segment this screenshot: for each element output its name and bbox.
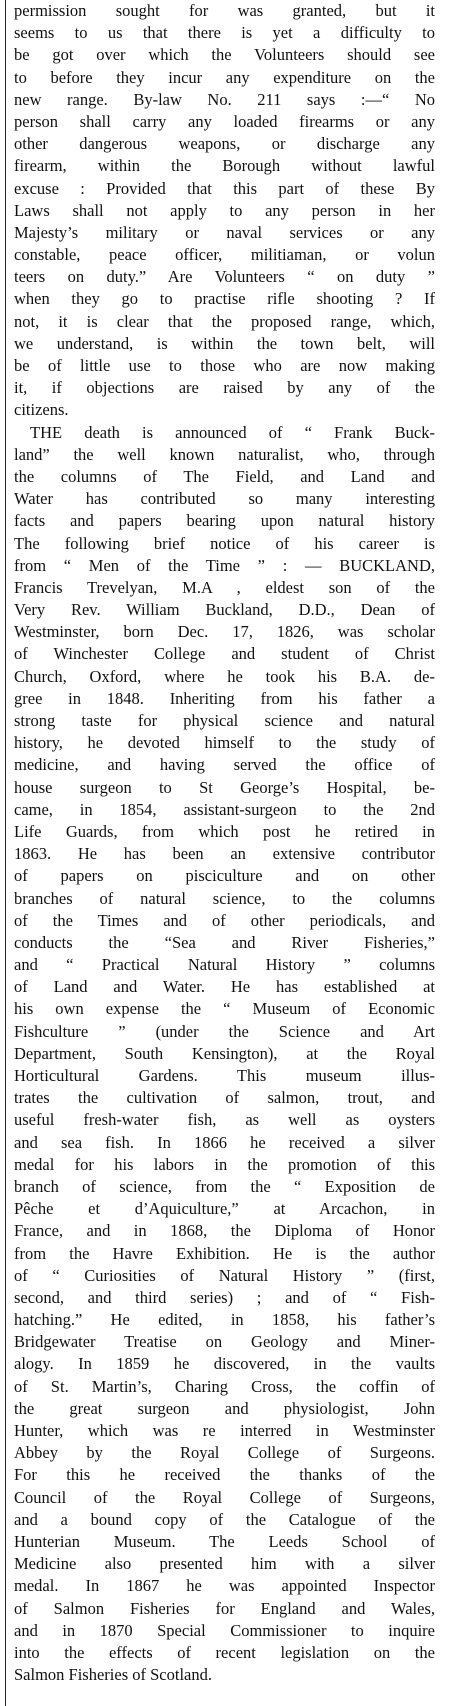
paragraph-volunteers-range	[14, 0, 435, 422]
text-line: Majesty’s military or naval services or any	[14, 222, 435, 242]
text-line: came, in 1854, assistant-surgeon to the 2nd	[14, 799, 435, 819]
text-line: person shall carry any loaded firearms or any	[14, 111, 435, 131]
text-line: Pêche et d’Aquiculture,” at Arcachon, in	[14, 1199, 435, 1219]
text-line: Salmon Fisheries of Scotland.	[14, 1665, 212, 1685]
text-line: we understand, is within the town belt, will	[14, 333, 435, 353]
text-line: house surgeon to St George’s Hospital, be-	[14, 777, 435, 797]
text-line: firearm, within the Borough without lawful	[14, 156, 435, 176]
text-line: teers on duty.” Are Volunteers “ on duty ”	[14, 267, 435, 287]
text-line: be of little use to those who are now making	[14, 356, 435, 375]
newspaper-column	[14, 0, 435, 1706]
text-line: branch of science, from the “ Exposition de	[14, 1176, 435, 1196]
text-line: Water has contributed so many interesting	[14, 489, 435, 509]
text-line: medal for his labors in the promotion of this	[14, 1154, 435, 1174]
text-line: the great surgeon and physiologist, John	[14, 1398, 435, 1418]
text-line: strong taste for physical science and natural	[14, 711, 435, 730]
text-line: Hunterian Museum. The Leeds School of	[14, 1531, 435, 1551]
text-line: medal. In 1867 he was appointed Inspector	[14, 1576, 435, 1596]
text-line: to before they incur any expenditure on the	[14, 67, 435, 87]
text-line: and in 1870 Special Commissioner to inquire	[14, 1620, 435, 1640]
text-line: For this he received the thanks of the	[14, 1465, 435, 1485]
text-line: France, and in 1868, the Diploma of Honor	[14, 1221, 435, 1241]
text-line: seems to us that there is yet a difficulty to	[14, 23, 435, 43]
text-line: permission sought for was granted, but it	[14, 1, 435, 20]
text-line: the columns of The Field, and Land and	[14, 466, 435, 486]
text-line: trates the cultivation of salmon, trout, and	[14, 1088, 435, 1108]
text-line: Very Rev. William Buckland, D.D., Dean of	[14, 600, 435, 620]
text-line: Laws shall not apply to any person in her	[14, 200, 435, 220]
text-line: of St. Martin’s, Charing Cross, the coffin of	[14, 1376, 435, 1396]
text-line: and a bound copy of the Catalogue of the	[14, 1509, 435, 1529]
text-line: it, if objections are raised by any of the	[14, 378, 435, 398]
text-line: Hunter, which was re interred in Westminster	[14, 1421, 435, 1440]
text-line: of Winchester College and student of Christ	[14, 644, 435, 664]
text-line: new range. By-law No. 211 says :—“ No	[14, 89, 435, 109]
text-line: when they go to practise rifle shooting ? If	[14, 289, 435, 309]
text-line: hatching.” He edited, in 1858, his father’s	[14, 1310, 435, 1330]
text-line: branches of natural science, to the columns	[14, 888, 435, 908]
text-line: Abbey by the Royal College of Surgeons.	[14, 1443, 435, 1463]
text-line: alogy. In 1859 he discovered, in the vaults	[14, 1354, 435, 1374]
text-line: Bridgewater Treatise on Geology and Miner-	[14, 1332, 435, 1352]
text-line: second, and third series) ; and of “ Fish-	[14, 1287, 435, 1307]
text-line: useful fresh-water fish, as well as oysters	[14, 1110, 435, 1130]
text-line: Council of the Royal College of Surgeons,	[14, 1487, 435, 1507]
text-line: into the effects of recent legislation on the	[14, 1642, 435, 1662]
text-line: of “ Curiosities of Natural History ” (first,	[14, 1265, 435, 1285]
text-line: Department, South Kensington), at the Royal	[14, 1043, 435, 1063]
text-line: of Land and Water. He has established at	[14, 977, 435, 997]
text-line: excuse : Provided that this part of these By	[14, 178, 435, 198]
text-line: citizens.	[14, 400, 69, 420]
text-line: Medicine also presented him with a silver	[14, 1554, 435, 1574]
text-line: Fishculture ” (under the Science and Art	[14, 1021, 435, 1041]
text-line: and “ Practical Natural History ” columns	[14, 955, 435, 975]
text-line: Church, Oxford, where he took his B.A. de-	[14, 666, 435, 686]
text-line: be got over which the Volunteers should see	[14, 45, 435, 65]
text-line: constable, peace officer, militiaman, or volun	[14, 245, 435, 265]
text-line: medicine, and having served the office of	[14, 755, 435, 775]
text-line: and sea fish. In 1866 he received a silver	[14, 1132, 435, 1152]
text-line: other dangerous weapons, or discharge any	[14, 134, 435, 154]
text-line: Francis Trevelyan, M.A , eldest son of the	[14, 577, 435, 597]
text-line: of Salmon Fisheries for England and Wales,	[14, 1598, 435, 1618]
text-line: 1863. He has been an extensive contributor	[14, 844, 435, 864]
text-line: from “ Men of the Time ” : — BUCKLAND,	[14, 555, 435, 575]
text-line: not, it is clear that the proposed range, which,	[14, 311, 435, 331]
text-line: conducts the “Sea and River Fisheries,”	[14, 932, 435, 952]
paragraph-frank-buckland	[14, 422, 435, 1687]
text-line: from the Havre Exhibition. He is the author	[14, 1243, 435, 1263]
text-line: The following brief notice of his career is	[14, 533, 435, 553]
text-line: facts and papers bearing upon natural history	[14, 511, 435, 531]
text-line: of the Times and of other periodicals, and	[14, 910, 435, 930]
text-line: his own expense the “ Museum of Economic	[14, 999, 435, 1019]
text-line: THE death is announced of “ Frank Buck-	[30, 422, 435, 442]
text-line: of papers on pisciculture and on other	[14, 866, 435, 886]
text-line: Life Guards, from which post he retired in	[14, 821, 435, 841]
text-line: history, he devoted himself to the study of	[14, 733, 435, 753]
text-line: Horticultural Gardens. This museum illus-	[14, 1066, 435, 1085]
text-line: gree in 1848. Inheriting from his father a	[14, 688, 435, 708]
text-line: land” the well known naturalist, who, through	[14, 444, 435, 464]
column-rule	[5, 0, 6, 1706]
text-line: Westminster, born Dec. 17, 1826, was scholar	[14, 622, 435, 642]
